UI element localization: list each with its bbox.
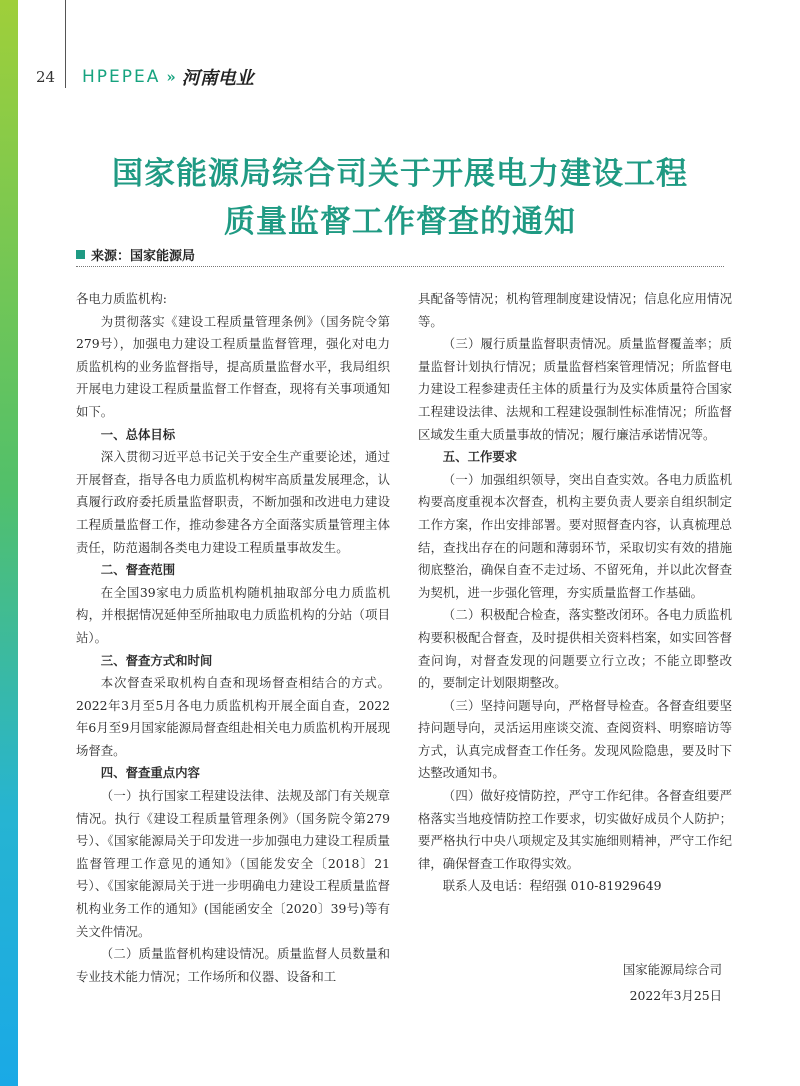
magazine-brand — [82, 64, 254, 90]
section-5-item-3: （三）坚持问题导向，严格督导检查。各督查组要坚持问题导向，灵活运用座谈交流、查阅资料、明察暗访等方式，认真完成督查工作任务。发现风险隐患，要及时下达整改通知书。 — [418, 697, 732, 781]
section-heading-1: 一、总体目标 — [100, 426, 176, 442]
square-bullet-icon — [76, 250, 85, 259]
section-heading-5: 五、工作要求 — [442, 449, 518, 465]
section-4-item-2: （二）质量监督机构建设情况。质量监督人员数量和专业技术能力情况；工作场所和仪器、设备和工 — [76, 946, 390, 984]
source-text: 来源：国家能源局 — [91, 249, 196, 264]
salutation: 各电力质监机构: — [76, 291, 167, 306]
brand-latin-logo: HPEPEA — [82, 67, 161, 87]
section-heading-4: 四、督查重点内容 — [100, 765, 200, 781]
section-1-paragraph: 深入贯彻习近平总书记关于安全生产重要论述，通过开展督查，指导各电力质监机构树牢高质量发展理念，认真履行政府委托质量监督职责，不断加强和改进电力建设工程质量监督工作，推动参建各方全面落实质量管理主体责任，防范遏制各类电力建设工程质量事故发生。 — [76, 449, 390, 555]
section-4-item-1: （一）执行国家工程建设法律、法规及部门有关规章情况。执行《建设工程质量管理条例》（国务院令第279号）、《国家能源局关于印发进一步加强电力建设工程质量监督管理工作意见的通知》（国能发安全〔2018〕21号）、《国家能源局关于进一步明确电力建设工程质量监督机构业务工作的通知》(国能函安全〔2020〕39号)等有关文件情况。 — [76, 788, 390, 939]
dotted-divider — [76, 266, 724, 267]
section-3-paragraph: 本次督查采取机构自查和现场督查相结合的方式。2022年3月至5月各电力质监机构开展全面自查，2022年6月至9月国家能源局督查组赴相关电力质监机构开展现场督查。 — [76, 675, 390, 758]
header-divider — [65, 0, 66, 88]
section-4-item-3: （三）履行质量监督职责情况。质量监督覆盖率；质量监督计划执行情况；质量监督档案管理情况；所监督电力建设工程参建责任主体的质量行为及实体质量符合国家工程建设法律、法规和工程建设强制性标准情况；所监督区域发生重大质量事故的情况；履行廉洁承诺情况等。 — [418, 336, 732, 442]
section-5-item-4: （四）做好疫情防控，严守工作纪律。各督查组要严格落实当地疫情防控工作要求，切实做好成员个人防护；要严格执行中央八项规定及其实施细则精神，严守工作纪律，确保督查工作取得实效。 — [418, 788, 732, 871]
article-title-line2: 质量监督工作督查的通知 — [224, 204, 576, 240]
signature-date: 2022年3月25日 — [629, 988, 722, 1003]
section-5-item-2: （二）积极配合检查，落实整改闭环。各电力质监机构要积极配合督查，及时提供相关资料档案，如实回答督查问询，对督查发现的问题要立行立改；不能立即整改的，要制定计划限期整改。 — [418, 607, 732, 691]
page-number: 24 — [36, 68, 56, 86]
signature-issuer: 国家能源局综合司 — [622, 962, 722, 977]
intro-paragraph: 为贯彻落实《建设工程质量管理条例》（国务院令第279号），加强电力建设工程质量监督管理，强化对电力质监机构的业务监督指导，提高质量监督水平，我局组织开展电力建设工程质量监督工作督查，现将有关事项通知如下。 — [76, 313, 390, 419]
article-source — [76, 245, 195, 264]
section-heading-2: 二、督查范围 — [100, 562, 176, 578]
left-column — [76, 288, 390, 988]
contact-line: 联系人及电话：程绍强 010-81929649 — [442, 878, 662, 894]
brand-chinese-logo: 河南电业 — [181, 68, 254, 89]
section-4-item-2-continued: 具配备等情况；机构管理制度建设情况；信息化应用情况等。 — [418, 291, 732, 329]
section-5-item-1: （一）加强组织领导，突出自查实效。各电力质监机构要高度重视本次督查，机构主要负责人要亲自组织制定工作方案，作出安排部署。要对照督查内容，认真梳理总结，查找出存在的问题和薄弱环节，采取切实有效的措施彻底整治，确保自查不走过场、不留死角，并以此次督查为契机，进一步强化管理，夯实质量监督工作基础。 — [418, 471, 732, 600]
double-chevron-icon: » — [166, 68, 176, 86]
section-heading-3: 三、督查方式和时间 — [100, 652, 213, 668]
right-column — [418, 288, 732, 898]
article-title-line1: 国家能源局综合司关于开展电力建设工程 — [112, 156, 688, 192]
section-2-paragraph: 在全国39家电力质监机构随机抽取部分电力质监机构，并根据情况延伸至所抽取电力质监机构的分站（项目站）。 — [76, 584, 390, 645]
